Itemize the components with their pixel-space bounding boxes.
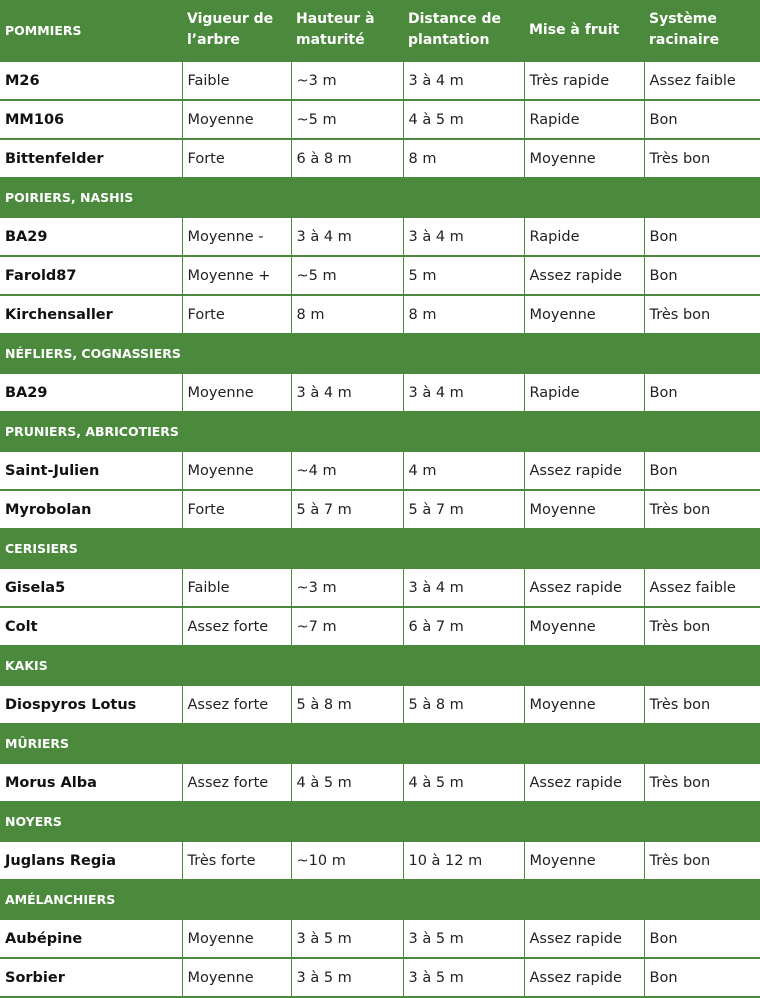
- table-cell: 4 m: [403, 451, 524, 490]
- table-cell: 4 à 5 m: [403, 763, 524, 802]
- table-cell: 8 m: [291, 295, 403, 334]
- table-cell: Moyenne: [524, 295, 644, 334]
- table-row: [0, 490, 760, 529]
- table-cell: Bon: [644, 958, 760, 997]
- rootstock-name-cell: BA29: [0, 373, 182, 412]
- rootstock-name-cell: BA29: [0, 217, 182, 256]
- table-cell: Rapide: [524, 217, 644, 256]
- table-cell: Faible: [182, 568, 291, 607]
- table-cell: 8 m: [403, 139, 524, 178]
- table-cell: Assez rapide: [524, 763, 644, 802]
- table-cell: Moyenne: [524, 685, 644, 724]
- table-cell: Faible: [182, 61, 291, 100]
- table-cell: Forte: [182, 295, 291, 334]
- table-cell: Moyenne: [182, 373, 291, 412]
- table-cell: Très bon: [644, 607, 760, 646]
- table-cell: Très bon: [644, 685, 760, 724]
- rootstock-name-cell: M26: [0, 61, 182, 100]
- table-cell: ~4 m: [291, 451, 403, 490]
- rootstock-name-cell: Morus Alba: [0, 763, 182, 802]
- table-cell: Bon: [644, 919, 760, 958]
- category-row: [0, 334, 760, 373]
- table-cell: Assez faible: [644, 61, 760, 100]
- table-row: [0, 841, 760, 880]
- table-cell: Moyenne: [182, 451, 291, 490]
- category-row: [0, 724, 760, 763]
- table-row: [0, 139, 760, 178]
- table-row: [0, 919, 760, 958]
- table-cell: 5 à 8 m: [291, 685, 403, 724]
- table-cell: Assez rapide: [524, 451, 644, 490]
- table-cell: Bon: [644, 256, 760, 295]
- table-cell: 10 à 12 m: [403, 841, 524, 880]
- table-cell: 6 à 7 m: [403, 607, 524, 646]
- table-cell: Forte: [182, 139, 291, 178]
- table-cell: Forte: [182, 490, 291, 529]
- table-cell: Assez rapide: [524, 568, 644, 607]
- header-cell-category: POMMIERS: [0, 0, 182, 61]
- table-row: [0, 685, 760, 724]
- table-row: [0, 763, 760, 802]
- table-cell: 3 à 4 m: [403, 217, 524, 256]
- category-title: NÉFLIERS, COGNASSIERS: [0, 334, 760, 373]
- rootstock-name-cell: Kirchensaller: [0, 295, 182, 334]
- rootstock-name-cell: Saint-Julien: [0, 451, 182, 490]
- table-cell: Assez forte: [182, 763, 291, 802]
- table-cell: 5 à 7 m: [403, 490, 524, 529]
- table-cell: 5 à 8 m: [403, 685, 524, 724]
- table-cell: Assez forte: [182, 607, 291, 646]
- table-cell: ~3 m: [291, 61, 403, 100]
- header-cell-systeme-racinaire: Système racinaire: [644, 0, 760, 61]
- table-row: [0, 100, 760, 139]
- table-cell: 5 à 7 m: [291, 490, 403, 529]
- table-cell: ~5 m: [291, 256, 403, 295]
- table-cell: 5 m: [403, 256, 524, 295]
- table-cell: Assez faible: [644, 568, 760, 607]
- table-cell: Très bon: [644, 295, 760, 334]
- table-cell: ~10 m: [291, 841, 403, 880]
- table-cell: Très bon: [644, 763, 760, 802]
- table-cell: 8 m: [403, 295, 524, 334]
- table-cell: 3 à 4 m: [291, 217, 403, 256]
- header-row: [0, 0, 760, 61]
- category-title: PRUNIERS, ABRICOTIERS: [0, 412, 760, 451]
- rootstock-name-cell: Bittenfelder: [0, 139, 182, 178]
- table-cell: 3 à 4 m: [403, 373, 524, 412]
- table-row: [0, 256, 760, 295]
- header-cell-vigueur: Vigueur de l’arbre: [182, 0, 291, 61]
- table-cell: Très rapide: [524, 61, 644, 100]
- table-cell: Rapide: [524, 100, 644, 139]
- rootstock-name-cell: Juglans Regia: [0, 841, 182, 880]
- table-cell: Moyenne: [182, 919, 291, 958]
- rootstock-name-cell: Gisela5: [0, 568, 182, 607]
- table-cell: 3 à 5 m: [403, 919, 524, 958]
- category-title: POIRIERS, NASHIS: [0, 178, 760, 217]
- table-cell: 4 à 5 m: [403, 100, 524, 139]
- table-row: [0, 373, 760, 412]
- header-cell-mise-a-fruit: Mise à fruit: [524, 0, 644, 61]
- table-cell: Assez rapide: [524, 958, 644, 997]
- table-row: [0, 607, 760, 646]
- table-cell: Bon: [644, 100, 760, 139]
- category-title: CERISIERS: [0, 529, 760, 568]
- table-cell: 3 à 5 m: [291, 958, 403, 997]
- table-cell: Assez rapide: [524, 919, 644, 958]
- table-cell: 3 à 5 m: [403, 958, 524, 997]
- table-row: [0, 61, 760, 100]
- category-title: MÛRIERS: [0, 724, 760, 763]
- table-cell: 6 à 8 m: [291, 139, 403, 178]
- table-cell: Très bon: [644, 841, 760, 880]
- table-cell: 3 à 5 m: [291, 919, 403, 958]
- table-cell: 3 à 4 m: [291, 373, 403, 412]
- rootstock-name-cell: Aubépine: [0, 919, 182, 958]
- table-cell: Moyenne: [182, 958, 291, 997]
- header-cell-hauteur: Hauteur à maturité: [291, 0, 403, 61]
- category-row: [0, 802, 760, 841]
- table-cell: ~5 m: [291, 100, 403, 139]
- table-row: [0, 217, 760, 256]
- category-row: [0, 529, 760, 568]
- table-row: [0, 958, 760, 997]
- table-cell: Assez rapide: [524, 256, 644, 295]
- table-cell: ~7 m: [291, 607, 403, 646]
- category-title: KAKIS: [0, 646, 760, 685]
- table-body: [0, 61, 760, 997]
- table-cell: Moyenne: [182, 100, 291, 139]
- rootstock-name-cell: MM106: [0, 100, 182, 139]
- table-cell: Moyenne -: [182, 217, 291, 256]
- table-cell: Moyenne: [524, 490, 644, 529]
- table-cell: Bon: [644, 217, 760, 256]
- table-cell: Moyenne +: [182, 256, 291, 295]
- table-cell: Rapide: [524, 373, 644, 412]
- table-cell: Moyenne: [524, 139, 644, 178]
- table-cell: Très bon: [644, 139, 760, 178]
- category-row: [0, 178, 760, 217]
- rootstock-name-cell: Diospyros Lotus: [0, 685, 182, 724]
- table-cell: Bon: [644, 373, 760, 412]
- header-cell-distance: Distance de plantation: [403, 0, 524, 61]
- table-cell: Très bon: [644, 490, 760, 529]
- category-row: [0, 646, 760, 685]
- table-cell: Bon: [644, 451, 760, 490]
- table-cell: 3 à 4 m: [403, 61, 524, 100]
- table-row: [0, 568, 760, 607]
- rootstock-name-cell: Myrobolan: [0, 490, 182, 529]
- table-cell: 4 à 5 m: [291, 763, 403, 802]
- table-cell: ~3 m: [291, 568, 403, 607]
- table-cell: Très forte: [182, 841, 291, 880]
- rootstock-name-cell: Farold87: [0, 256, 182, 295]
- table-cell: Moyenne: [524, 841, 644, 880]
- table-row: [0, 295, 760, 334]
- category-title: AMÉLANCHIERS: [0, 880, 760, 919]
- category-row: [0, 880, 760, 919]
- table-cell: Assez forte: [182, 685, 291, 724]
- rootstock-name-cell: Colt: [0, 607, 182, 646]
- category-title: NOYERS: [0, 802, 760, 841]
- table-cell: Moyenne: [524, 607, 644, 646]
- table-cell: 3 à 4 m: [403, 568, 524, 607]
- rootstock-name-cell: Sorbier: [0, 958, 182, 997]
- table-row: [0, 451, 760, 490]
- category-row: [0, 412, 760, 451]
